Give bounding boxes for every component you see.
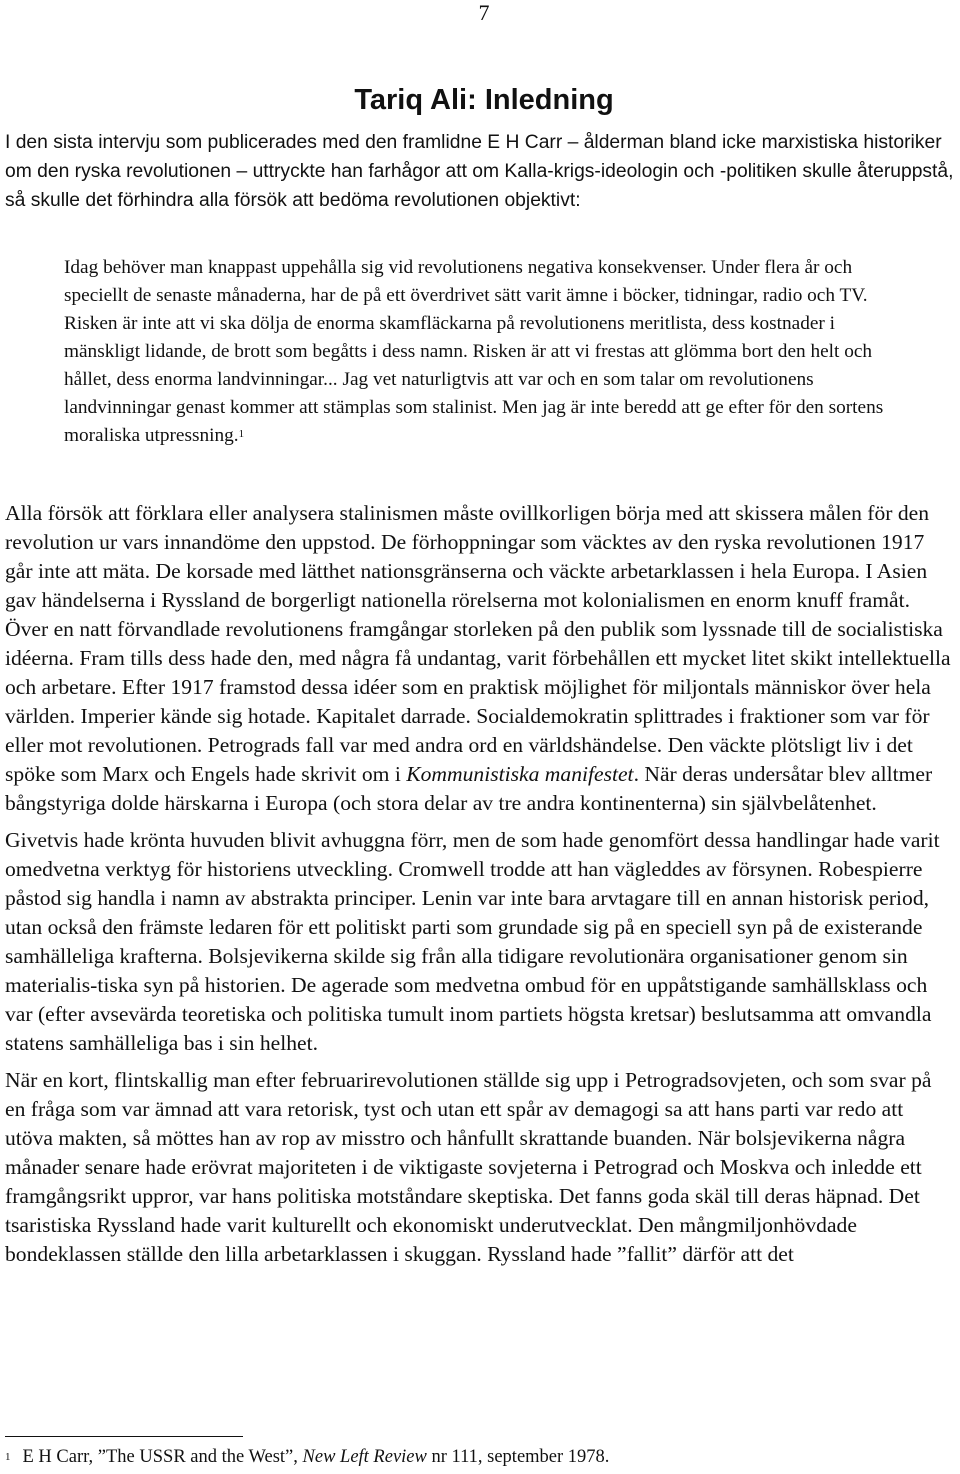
body-text	[5, 499, 953, 1277]
paragraph-1-text-b: . När deras undersåtar blev alltmer bångstyriga dolde härskarna i Europa (och stora delar av tre andra kontinenterna) sin självbelåtenhet.	[5, 762, 933, 815]
footnote-text-a: E H Carr, ”The USSR and the West”,	[22, 1447, 303, 1467]
block-quote	[64, 254, 900, 450]
footnote-mark: 1	[5, 1451, 11, 1463]
paragraph-1	[5, 499, 953, 818]
paragraph-1-text-a: Alla försök att förklara eller analysera stalinismen måste ovillkorligen börja med att skissera målen för den revolution ur vars innandöme den uppstod. De förhoppningar som väcktes av den ryska revolutionen 1917 går inte att mäta. De korsade med lätthet nationsgränserna och väckte arbetarklassen i hela Europa. I Asien gav händelserna i Ryssland de borgerligt nationella rörelserna mot kolonialismen en enorm knuff framåt. Över en natt förvandlade revolutionens framgångar storleken på den publik som lyssnade till de socialistiska idéerna. Fram tills dess hade den, med några få undantag, varit förbehållen ett mycket litet skikt intellektuella och arbetare. Efter 1917 framstod dessa idéer som en praktisk möjlighet för miljontals människor över hela världen. Imperier kände sig hotade. Kapitalet darrade. Socialdemokratin splittrades i fraktioner som var för eller mot revolutionen. Petrograds fall var med andra ord en världshändelse. Den väckte plötsligt liv i det spöke som Marx och Engels hade skrivit om i	[5, 501, 951, 786]
page-number: 7	[478, 0, 490, 25]
footnote-text-b: nr 111, september 1978.	[426, 1447, 610, 1467]
book-title: Kommunistiska manifestet	[406, 762, 634, 786]
footnote	[5, 1445, 945, 1469]
paragraph-3: När en kort, flintskallig man efter februarirevolutionen ställde sig upp i Petrogradsovjeten, och som svar på en fråga som var ämnad att vara retorisk, tyst och utan ett spår av demagogi sa att hans parti var redo att utöva makten, så möttes han av rop av misstro och hånfullt skrattande buanden. När bolsjevikerna några månader senare hade erövrat majoriteten i de viktigaste sovjeterna i Petrograd och Moskva och inledde ett framgångsrikt uppror, var hans politiska motståndare skeptiska. Det fanns goda skäl till deras häpnad. Det tsaristiska Ryssland hade varit kulturellt och ekonomiskt underutvecklat. Den mångmiljonhövdade bondeklassen ställde den lilla arbetarklassen i skuggan. Ryssland hade ”fallit” därför att det	[5, 1068, 932, 1266]
footnote-divider	[5, 1436, 243, 1437]
quote-text: Idag behöver man knappast uppehålla sig vid revolutionens negativa konsekvenser. Under flera år och speciellt de senaste månaderna, har de på ett överdrivet sätt varit ämne i böcker, tidningar, radio och TV. Risken är inte att vi ska dölja de enorma skamfläckarna på revolutionens meritlista, dess kostnader i mänskligt lidande, de brott som begåtts i dess namn. Risken är att vi frestas att glömma bort den helt och hållet, dess enorma landvinningar... Jag vet naturligtvis att var och en som talar om revolutionens landvinningar genast kommer att stämplas som stalinist. Men jag är inte beredd att ge efter för den sortens moraliska utpressning.	[64, 257, 884, 446]
journal-title: New Left Review	[302, 1447, 427, 1467]
paragraph-2: Givetvis hade krönta huvuden blivit avhuggna förr, men de som hade genomfört dessa handlingar hade varit omedvetna verktyg för historiens utveckling. Cromwell trodde att han vägleddes av försynen. Robespierre påstod sig handla i namn av abstrakta principer. Lenin var inte bara arvtagare till en annan historisk period, utan också den främste ledaren för ett politiskt parti som grundade sig på en speciell syn på de existerande samhälleliga krafterna. Bolsjevikerna skilde sig från alla tidigare revolutionära organisationer genom sin materialis-tiska syn på historien. De agerade som medvetna ombud för en uppåtstigande samhällsklass och var (efter avsevärda teoretiska och politiska tumult inom partiets högsta kretsar) beslutsamma att omvandla statens samhälleliga bas i sin helhet.	[5, 828, 940, 1055]
page-title: Tariq Ali: Inledning	[354, 84, 614, 116]
footnote-reference[interactable]: 1	[238, 428, 245, 440]
intro-paragraph: I den sista intervju som publicerades med den framlidne E H Carr – ålderman bland icke marxistiska historiker om den ryska revolutionen – uttryckte han farhågor att om Kalla-krigs-ideologin och -politiken skulle återuppstå, så skulle det förhindra alla försök att bedöma revolutionen objektivt:	[5, 132, 954, 211]
